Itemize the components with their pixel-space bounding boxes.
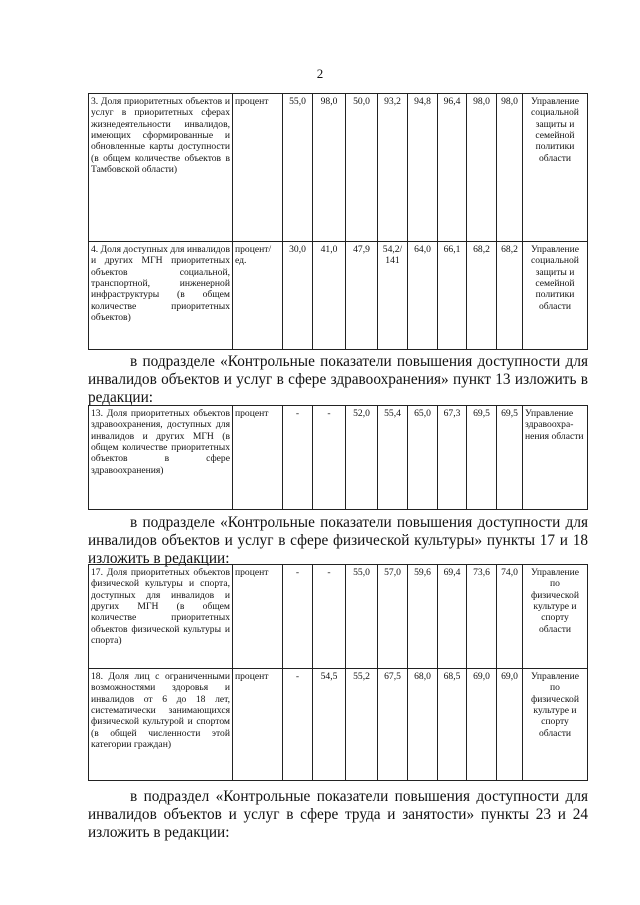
indicator-name: 13. Доля приоритетных объектов здравоохранения, доступных для инвалидов и других МГН (в общем количестве приоритетных объектов в сфере здравоохранения)	[89, 406, 233, 510]
unit-cell: процент	[233, 94, 283, 242]
page-number: 2	[316, 66, 324, 81]
value-cell: 98,0	[313, 94, 346, 242]
value-cell: 30,0	[283, 242, 313, 350]
indicators-table-2	[88, 405, 588, 510]
responsible-cell: Управление по физической культуре и спорту области	[523, 565, 588, 669]
value-cell: 69,0	[467, 669, 497, 781]
table-row	[89, 669, 588, 781]
value-cell: 41,0	[313, 242, 346, 350]
value-cell: 55,0	[346, 565, 378, 669]
value-cell: 67,3	[438, 406, 467, 510]
value-cell: 50,0	[346, 94, 378, 242]
unit-cell: процент/ ед.	[233, 242, 283, 350]
value-cell: 68,5	[438, 669, 467, 781]
table-row	[89, 94, 588, 242]
value-cell: 55,4	[378, 406, 408, 510]
unit-cell: процент	[233, 669, 283, 781]
value-cell: 55,0	[283, 94, 313, 242]
indicators-table-1	[88, 93, 588, 350]
table-row	[89, 242, 588, 350]
unit-cell: процент	[233, 565, 283, 669]
value-cell: 55,2	[346, 669, 378, 781]
value-cell: 93,2	[378, 94, 408, 242]
value-cell: -	[283, 669, 313, 781]
value-cell: 65,0	[408, 406, 438, 510]
indicator-name: 17. Доля приоритетных объектов физической культуры и спорта, доступных для инвалидов и других МГН (в общем количестве приоритетных объектов физической культуры и спорта)	[89, 565, 233, 669]
value-cell: 66,1	[438, 242, 467, 350]
value-cell: 54,2/ 141	[378, 242, 408, 350]
value-cell: 59,6	[408, 565, 438, 669]
amendment-paragraph: в подразделе «Контрольные показатели повышения доступности для инвалидов объектов и услуг в сфере здравоохранения» пункт 13 изложить в редакции:	[88, 353, 588, 406]
value-cell: 54,5	[313, 669, 346, 781]
value-cell: -	[313, 565, 346, 669]
responsible-cell: Управление здравоохра- нения области	[523, 406, 588, 510]
responsible-cell: Управление по физической культуре и спорту области	[523, 669, 588, 781]
value-cell: 68,2	[467, 242, 497, 350]
indicator-name: 18. Доля лиц с ограниченными возможностями здоровья и инвалидов от 6 до 18 лет, систематически занимающихся физической культурой и спортом (в общей численности этой категории граждан)	[89, 669, 233, 781]
amendment-paragraph: в подраздел «Контрольные показатели повышения доступности для инвалидов объектов и услуг в сфере труда и занятости» пункты 23 и 24 изложить в редакции:	[88, 788, 588, 841]
responsible-cell: Управление социальной защиты и семейной политики области	[523, 94, 588, 242]
indicators-table-3	[88, 564, 588, 781]
value-cell: 98,0	[467, 94, 497, 242]
value-cell: 94,8	[408, 94, 438, 242]
responsible-cell: Управление социальной защиты и семейной политики области	[523, 242, 588, 350]
value-cell: 73,6	[467, 565, 497, 669]
value-cell: -	[283, 406, 313, 510]
indicator-name: 4. Доля доступных для инвалидов и других МГН приоритетных объектов социальной, транспортной, инженерной инфраструктуры (в общем количестве приоритетных объектов)	[89, 242, 233, 350]
indicator-name: 3. Доля приоритетных объектов и услуг в приоритетных сферах жизнедеятельности инвалидов, имеющих сформированные и обновленные карты доступности (в общем количестве объектов в Тамбовской области)	[89, 94, 233, 242]
value-cell: 69,0	[497, 669, 523, 781]
value-cell: 68,0	[408, 669, 438, 781]
table-row	[89, 565, 588, 669]
value-cell: -	[283, 565, 313, 669]
value-cell: 57,0	[378, 565, 408, 669]
value-cell: 52,0	[346, 406, 378, 510]
value-cell: 68,2	[497, 242, 523, 350]
value-cell: 96,4	[438, 94, 467, 242]
value-cell: 69,5	[467, 406, 497, 510]
value-cell: 67,5	[378, 669, 408, 781]
value-cell: 47,9	[346, 242, 378, 350]
value-cell: 69,5	[497, 406, 523, 510]
value-cell: 98,0	[497, 94, 523, 242]
value-cell: -	[313, 406, 346, 510]
unit-cell: процент	[233, 406, 283, 510]
value-cell: 64,0	[408, 242, 438, 350]
table-row	[89, 406, 588, 510]
value-cell: 69,4	[438, 565, 467, 669]
value-cell: 74,0	[497, 565, 523, 669]
amendment-paragraph: в подразделе «Контрольные показатели повышения доступности для инвалидов объектов и услуг в сфере физической культуры» пункты 17 и 18 изложить в редакции:	[88, 514, 588, 567]
